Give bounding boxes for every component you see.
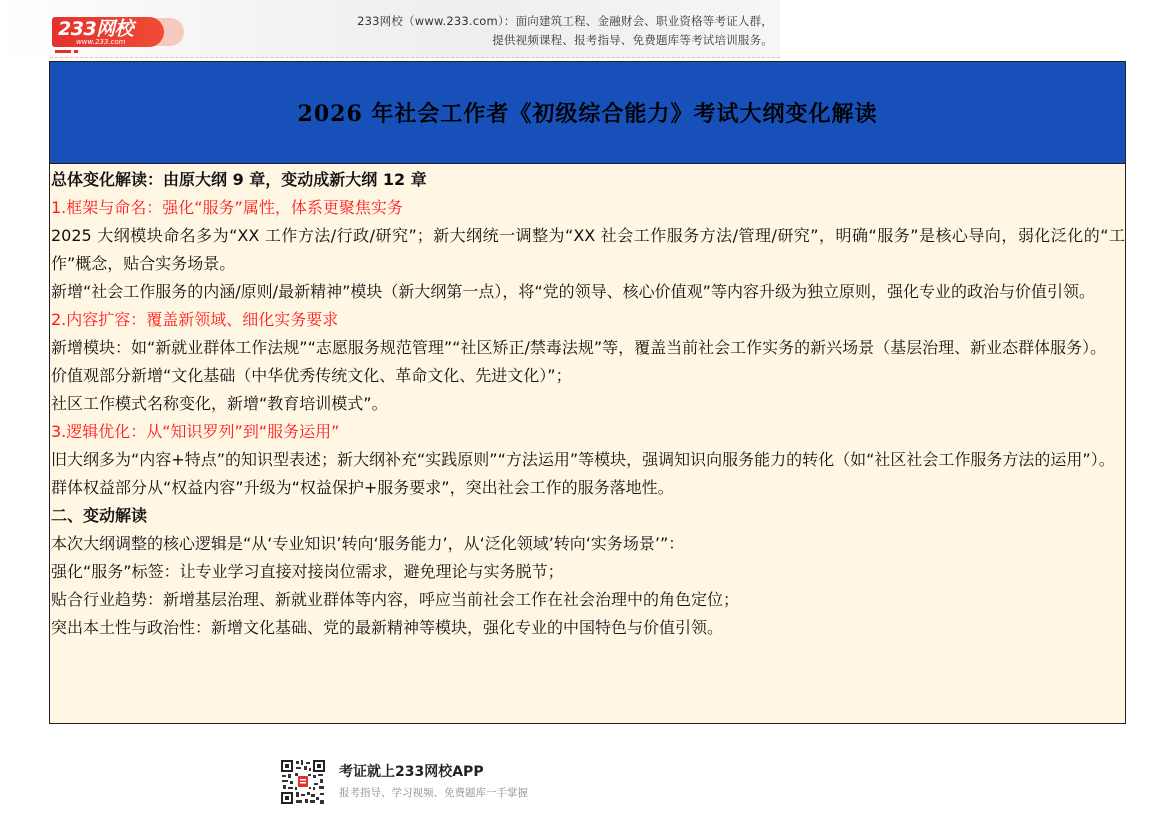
document-box bbox=[49, 61, 1126, 724]
summary-heading: 总体变化解读：由原大纲 9 章，变动成新大纲 12 章 bbox=[51, 170, 427, 189]
document-content bbox=[51, 166, 1125, 642]
title-band bbox=[50, 62, 1125, 164]
paragraph: 社区工作模式名称变化，新增“教育培训模式”。 bbox=[51, 394, 388, 413]
paragraph: 旧大纲多为“内容+特点”的知识型表述；新大纲补充“实践原则”“方法运用”等模块，强调知识向服务能力的转化（如“社区社会工作服务方法的运用”）。 bbox=[51, 450, 1115, 469]
paragraph: 2025 大纲模块命名多为“XX 工作方法/行政/研究”；新大纲统一调整为“XX 社会工作服务方法/管理/研究”，明确“服务”是核心导向，弱化泛化的“工作”概念，贴合实务场景。 bbox=[51, 226, 1125, 273]
paragraph: 突出本土性与政治性：新增文化基础、党的最新精神等模块，强化专业的中国特色与价值引领。 bbox=[51, 618, 724, 637]
header-divider bbox=[50, 57, 780, 58]
brand-logo[interactable] bbox=[52, 17, 184, 51]
qr-code-icon[interactable] bbox=[280, 759, 326, 805]
logo-text: 233网校 bbox=[58, 18, 134, 40]
paragraph: 新增“社会工作服务的内涵/原则/最新精神”模块（新大纲第一点），将“党的领导、核心价值观”等内容升级为独立原则，强化专业的政治与价值引领。 bbox=[51, 282, 1095, 301]
paragraph: 群体权益部分从“权益内容”升级为“权益保护+服务要求”，突出社会工作的服务落地性。 bbox=[51, 478, 674, 497]
app-promo-subtitle: 报考指导、学习视频、免费题库一手掌握 bbox=[339, 787, 528, 799]
interpretation-heading: 二、变动解读 bbox=[51, 506, 148, 525]
paragraph: 强化“服务”标签：让专业学习直接对接岗位需求，避免理论与实务脱节； bbox=[51, 562, 564, 581]
paragraph: 贴合行业趋势：新增基层治理、新就业群体等内容，呼应当前社会工作在社会治理中的角色定位； bbox=[51, 590, 740, 609]
header-tagline bbox=[357, 12, 773, 50]
paragraph: 新增模块：如“新就业群体工作法规”“志愿服务规范管理”“社区矫正/禁毒法规”等，覆盖当前社会工作实务的新兴场景（基层治理、新业态群体服务）。 bbox=[51, 338, 1107, 357]
logo-url: www.233.com bbox=[76, 38, 126, 46]
section-heading-2: 2.内容扩容：覆盖新领域、细化实务要求 bbox=[51, 310, 339, 329]
section-heading-3: 3.逻辑优化：从“知识罗列”到“服务运用” bbox=[51, 422, 340, 441]
logo-dash-icon bbox=[55, 50, 71, 53]
app-promo-footer bbox=[280, 759, 560, 807]
tagline-line-1: 233网校（www.233.com）：面向建筑工程、金融财会、职业资格等考证人群， bbox=[357, 14, 773, 28]
tagline-line-2: 提供视频课程、报考指导、免费题库等考试培训服务。 bbox=[492, 33, 773, 47]
app-promo-title[interactable]: 考证就上233网校APP bbox=[339, 764, 484, 780]
section-heading-1: 1.框架与命名：强化“服务”属性，体系更聚焦实务 bbox=[51, 198, 403, 217]
paragraph: 本次大纲调整的核心逻辑是“从‘专业知识’转向‘服务能力’，从‘泛化领域’转向‘实务场景’”： bbox=[51, 534, 685, 553]
logo-dot-icon bbox=[74, 50, 78, 53]
document-title: 2026 年社会工作者《初级综合能力》考试大纲变化解读 bbox=[297, 101, 878, 127]
paragraph: 价值观部分新增“文化基础（中华优秀传统文化、革命文化、先进文化）”； bbox=[51, 366, 572, 385]
logo-badge bbox=[52, 17, 164, 47]
